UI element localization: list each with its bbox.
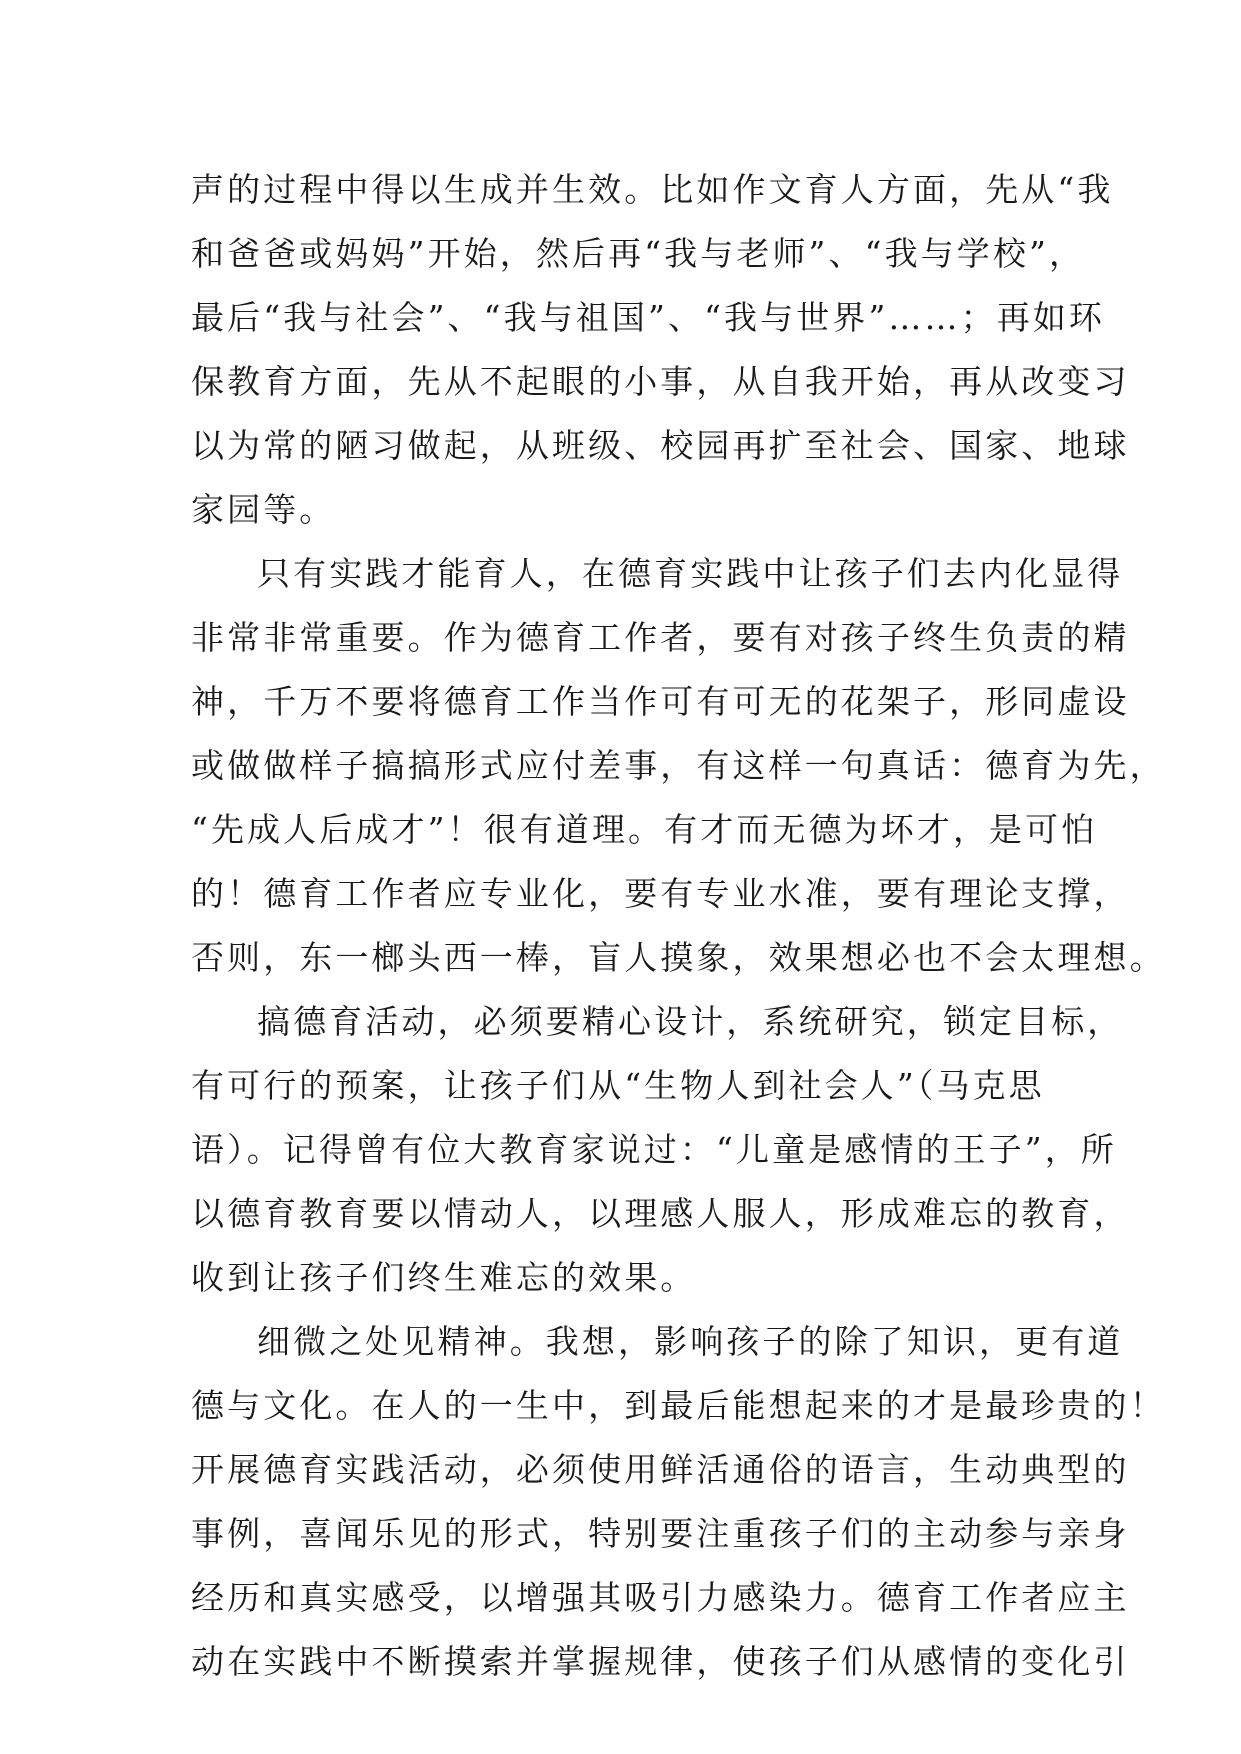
text-line: 最后“我与社会”、“我与祖国”、“我与世界”……；再如环 [191,298,1106,337]
text-line: 或做做样子搞搞形式应付差事，有这样一句真话：德育为先， [191,746,1166,785]
text-line: 保教育方面，先从不起眼的小事，从自我开始，再从改变习 [191,362,1130,401]
text-line: 神，千万不要将德育工作当作可有可无的花架子，形同虚设 [191,682,1130,721]
text-line: 以德育教育要以情动人，以理感人服人，形成难忘的教育， [191,1194,1130,1233]
text-line: 家园等。 [191,490,336,529]
text-line: 有可行的预案，让孩子们从“生物人到社会人”（马克思 [191,1066,1045,1105]
text-line: 事例，喜闻乐见的形式，特别要注重孩子们的主动参与亲身 [191,1514,1130,1553]
text-line: 语）。记得曾有位大教育家说过：“儿童是感情的王子”，所 [191,1130,1117,1169]
body-text [191,158,1166,1694]
paragraph-first-line: 搞德育活动，必须要精心设计，系统研究，锁定目标， [257,1002,1124,1041]
paragraph-first-line: 细微之处见精神。我想，影响孩子的除了知识，更有道 [257,1322,1124,1361]
text-line: 德与文化。在人的一生中，到最后能想起来的才是最珍贵的！ [191,1386,1166,1425]
text-line: 否则，东一榔头西一棒，盲人摸象，效果想必也不会太理想。 [191,938,1166,977]
text-line: 收到让孩子们终生难忘的效果。 [191,1258,697,1297]
text-line: 开展德育实践活动，必须使用鲜活通俗的语言，生动典型的 [191,1450,1130,1489]
paragraph-first-line: 只有实践才能育人，在德育实践中让孩子们去内化显得 [257,554,1124,593]
text-line: 以为常的陋习做起，从班级、校园再扩至社会、国家、地球 [191,426,1130,465]
text-line: 声的过程中得以生成并生效。比如作文育人方面，先从“我 [191,170,1114,209]
text-line: 非常非常重要。作为德育工作者，要有对孩子终生负责的精 [191,618,1130,657]
text-line: 和爸爸或妈妈”开始，然后再“我与老师”、“我与学校”， [191,234,1086,273]
text-line: 动在实践中不断摸索并掌握规律，使孩子们从感情的变化引 [191,1642,1130,1681]
text-line: 的！德育工作者应专业化，要有专业水准，要有理论支撑， [191,874,1130,913]
text-line: “先成人后成才”！很有道理。有才而无德为坏才，是可怕 [191,810,1098,849]
text-line: 经历和真实感受，以增强其吸引力感染力。德育工作者应主 [191,1578,1130,1617]
